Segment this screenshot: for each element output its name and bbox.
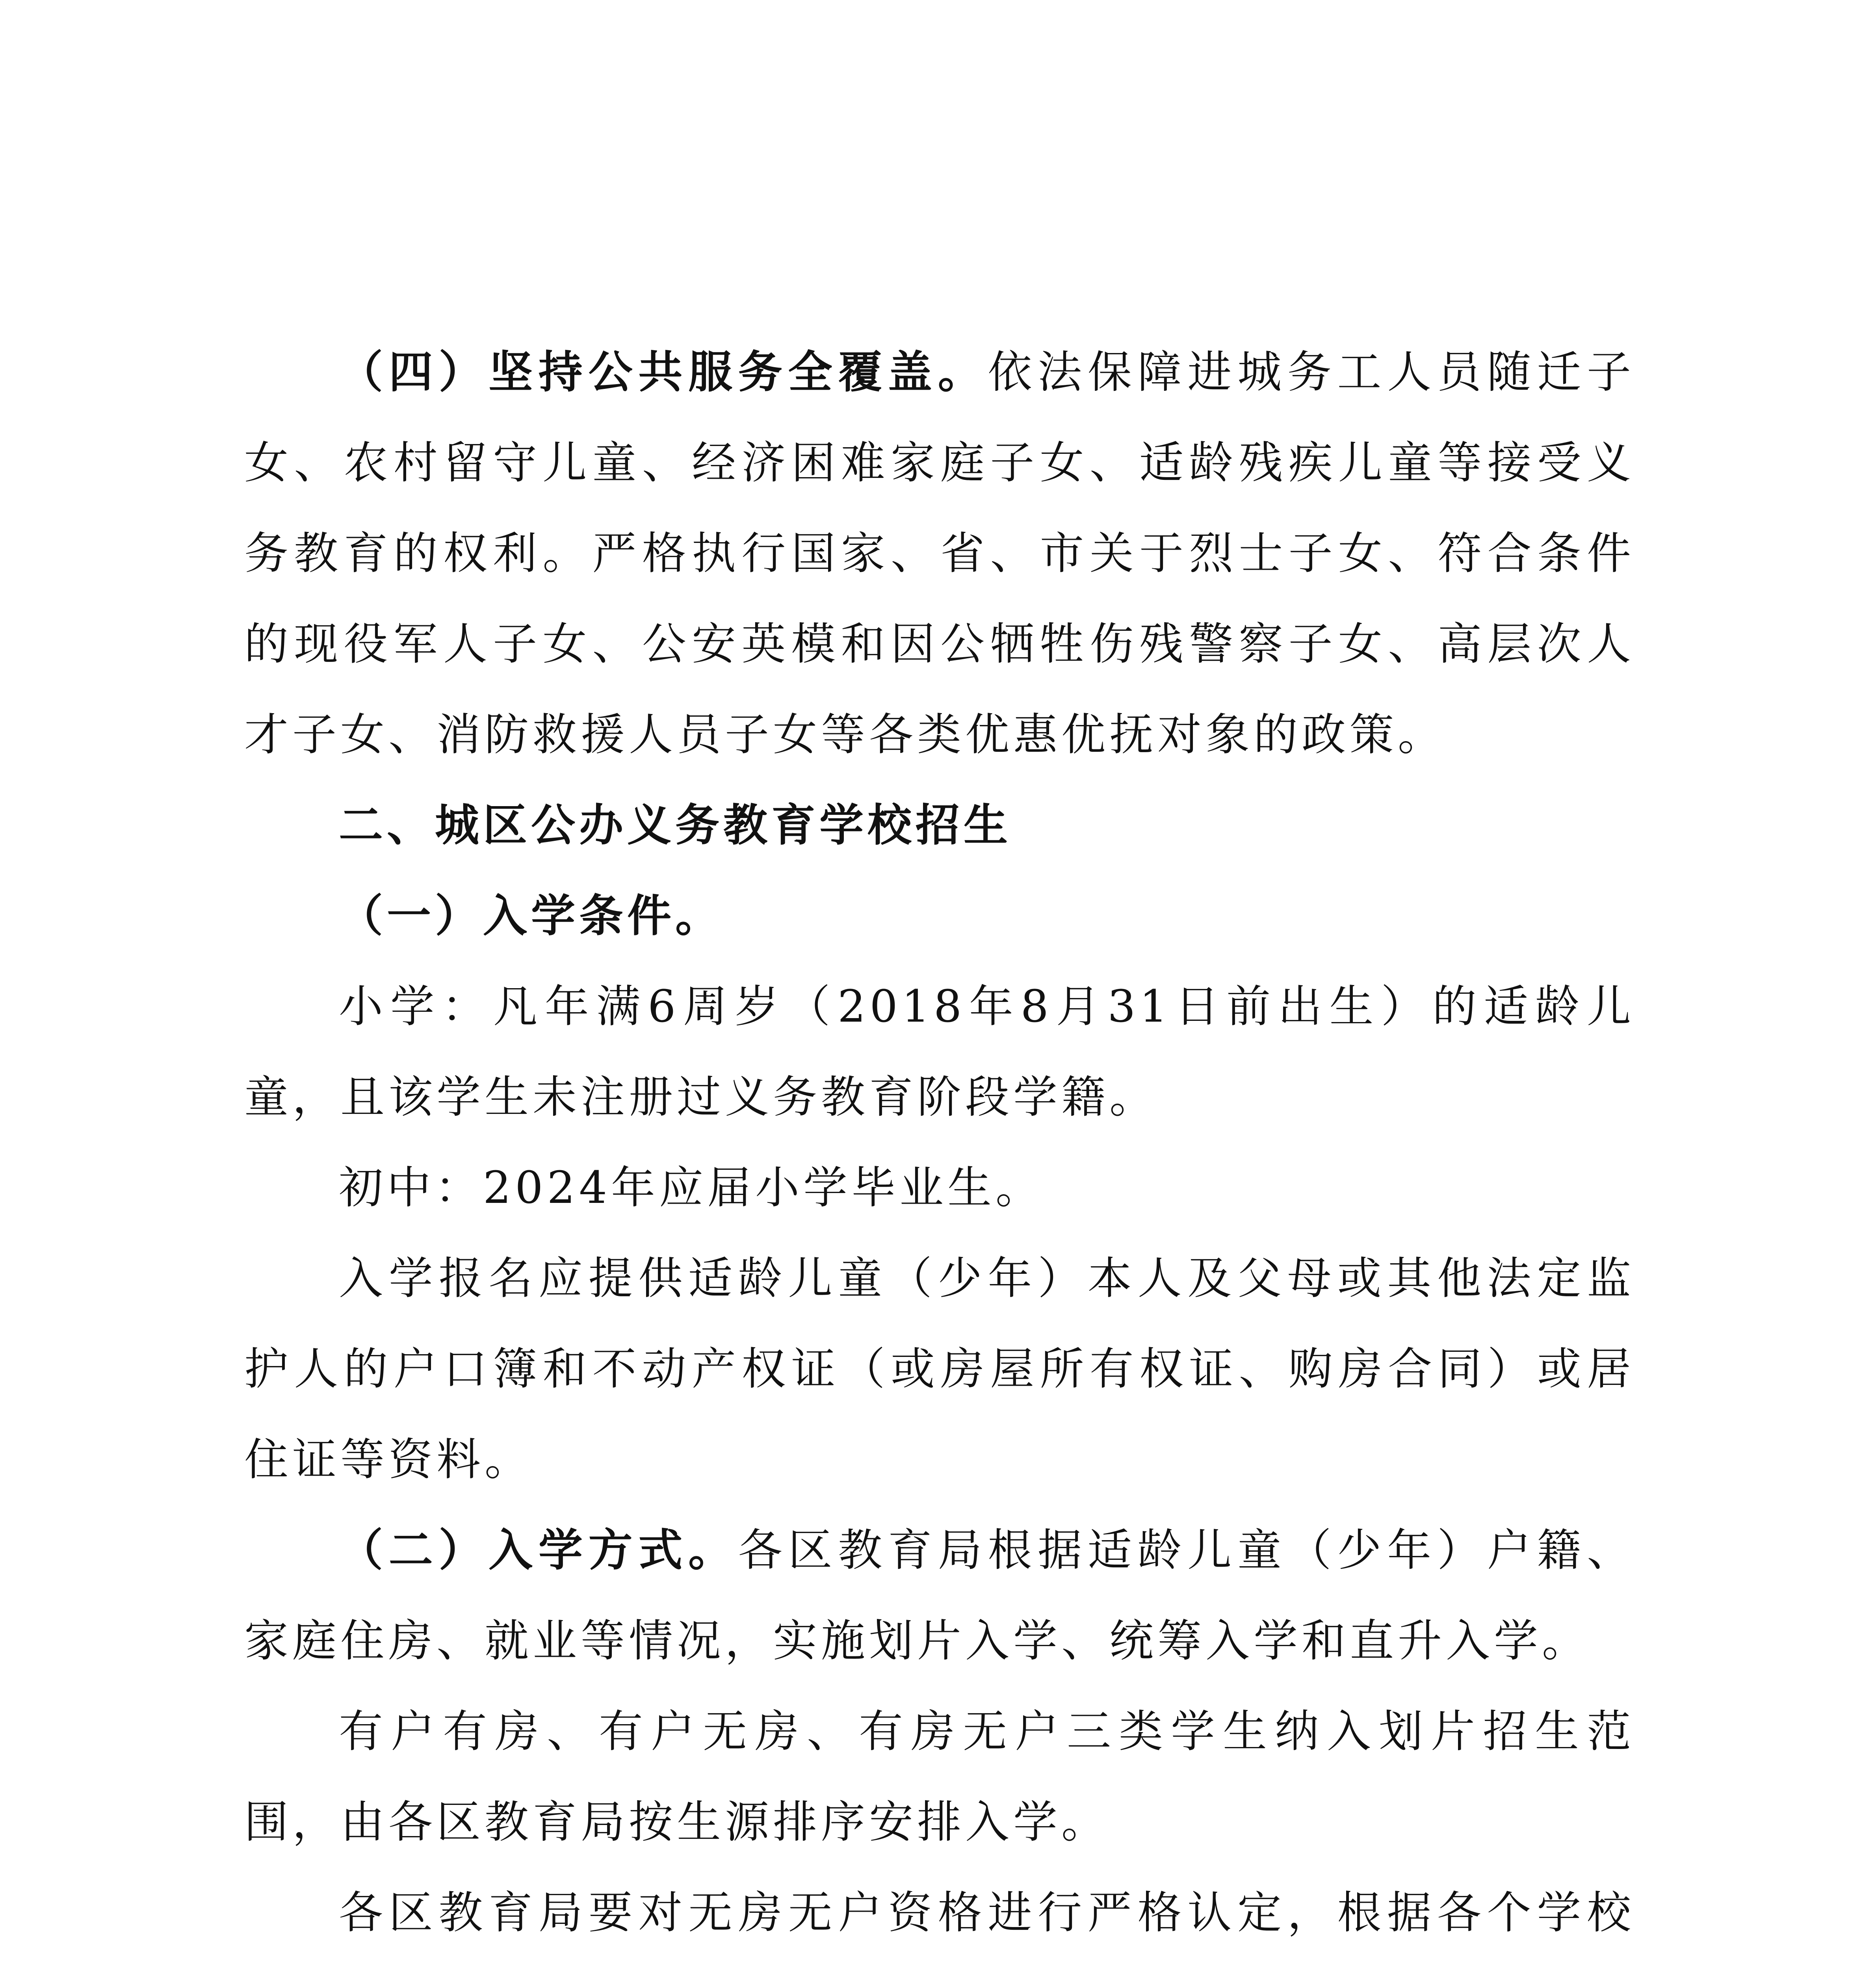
document-body xyxy=(244,327,1635,1970)
paragraph-public-service xyxy=(244,327,1635,780)
subsection-heading-admission-conditions: （一）入学条件。 xyxy=(339,890,723,942)
paragraph-admission-method xyxy=(244,1505,1635,1686)
paragraph-registration: 入学报名应提供适龄儿童（少年）本人及父母或其他法定监护人的户口簿和不动产权证（或房屋所有权证、购房合同）或居住证等资料。 xyxy=(244,1253,1635,1485)
paragraph-lead: （二）入学方式。 xyxy=(339,1524,738,1576)
paragraph-zoning: 有户有房、有户无房、有房无户三类学生纳入划片招生范围，由各区教育局按生源排序安排入学。 xyxy=(244,1706,1635,1848)
paragraph-no-house-no-hukou: 各区教育局要对无房无户资格进行严格认定，根据各个学校 xyxy=(339,1887,1635,1938)
section-heading: 二、城区公办义务教育学校招生 xyxy=(339,799,1012,851)
paragraph-junior-school: 初中：2024年应届小学毕业生。 xyxy=(339,1162,1044,1214)
paragraph-text: 各区教育局根据适龄儿童（少年）户籍、家庭住房、就业等情况，实施划片入学、统筹入学和直升入学。 xyxy=(244,1525,1635,1667)
paragraph-primary-school: 小学：凡年满6周岁（2018年8月31日前出生）的适龄儿童，且该学生未注册过义务教育阶段学籍。 xyxy=(244,981,1635,1123)
paragraph-text: 依法保障进城务工人员随迁子女、农村留守儿童、经济困难家庭子女、适龄残疾儿童等接受义务教育的权利。严格执行国家、省、市关于烈士子女、符合条件的现役军人子女、公安英模和因公牺牲伤残警察子女、高层次人才子女、消防救援人员子女等各类优惠优抚对象的政策。 xyxy=(244,347,1635,760)
paragraph-lead: （四）坚持公共服务全覆盖。 xyxy=(339,346,988,398)
